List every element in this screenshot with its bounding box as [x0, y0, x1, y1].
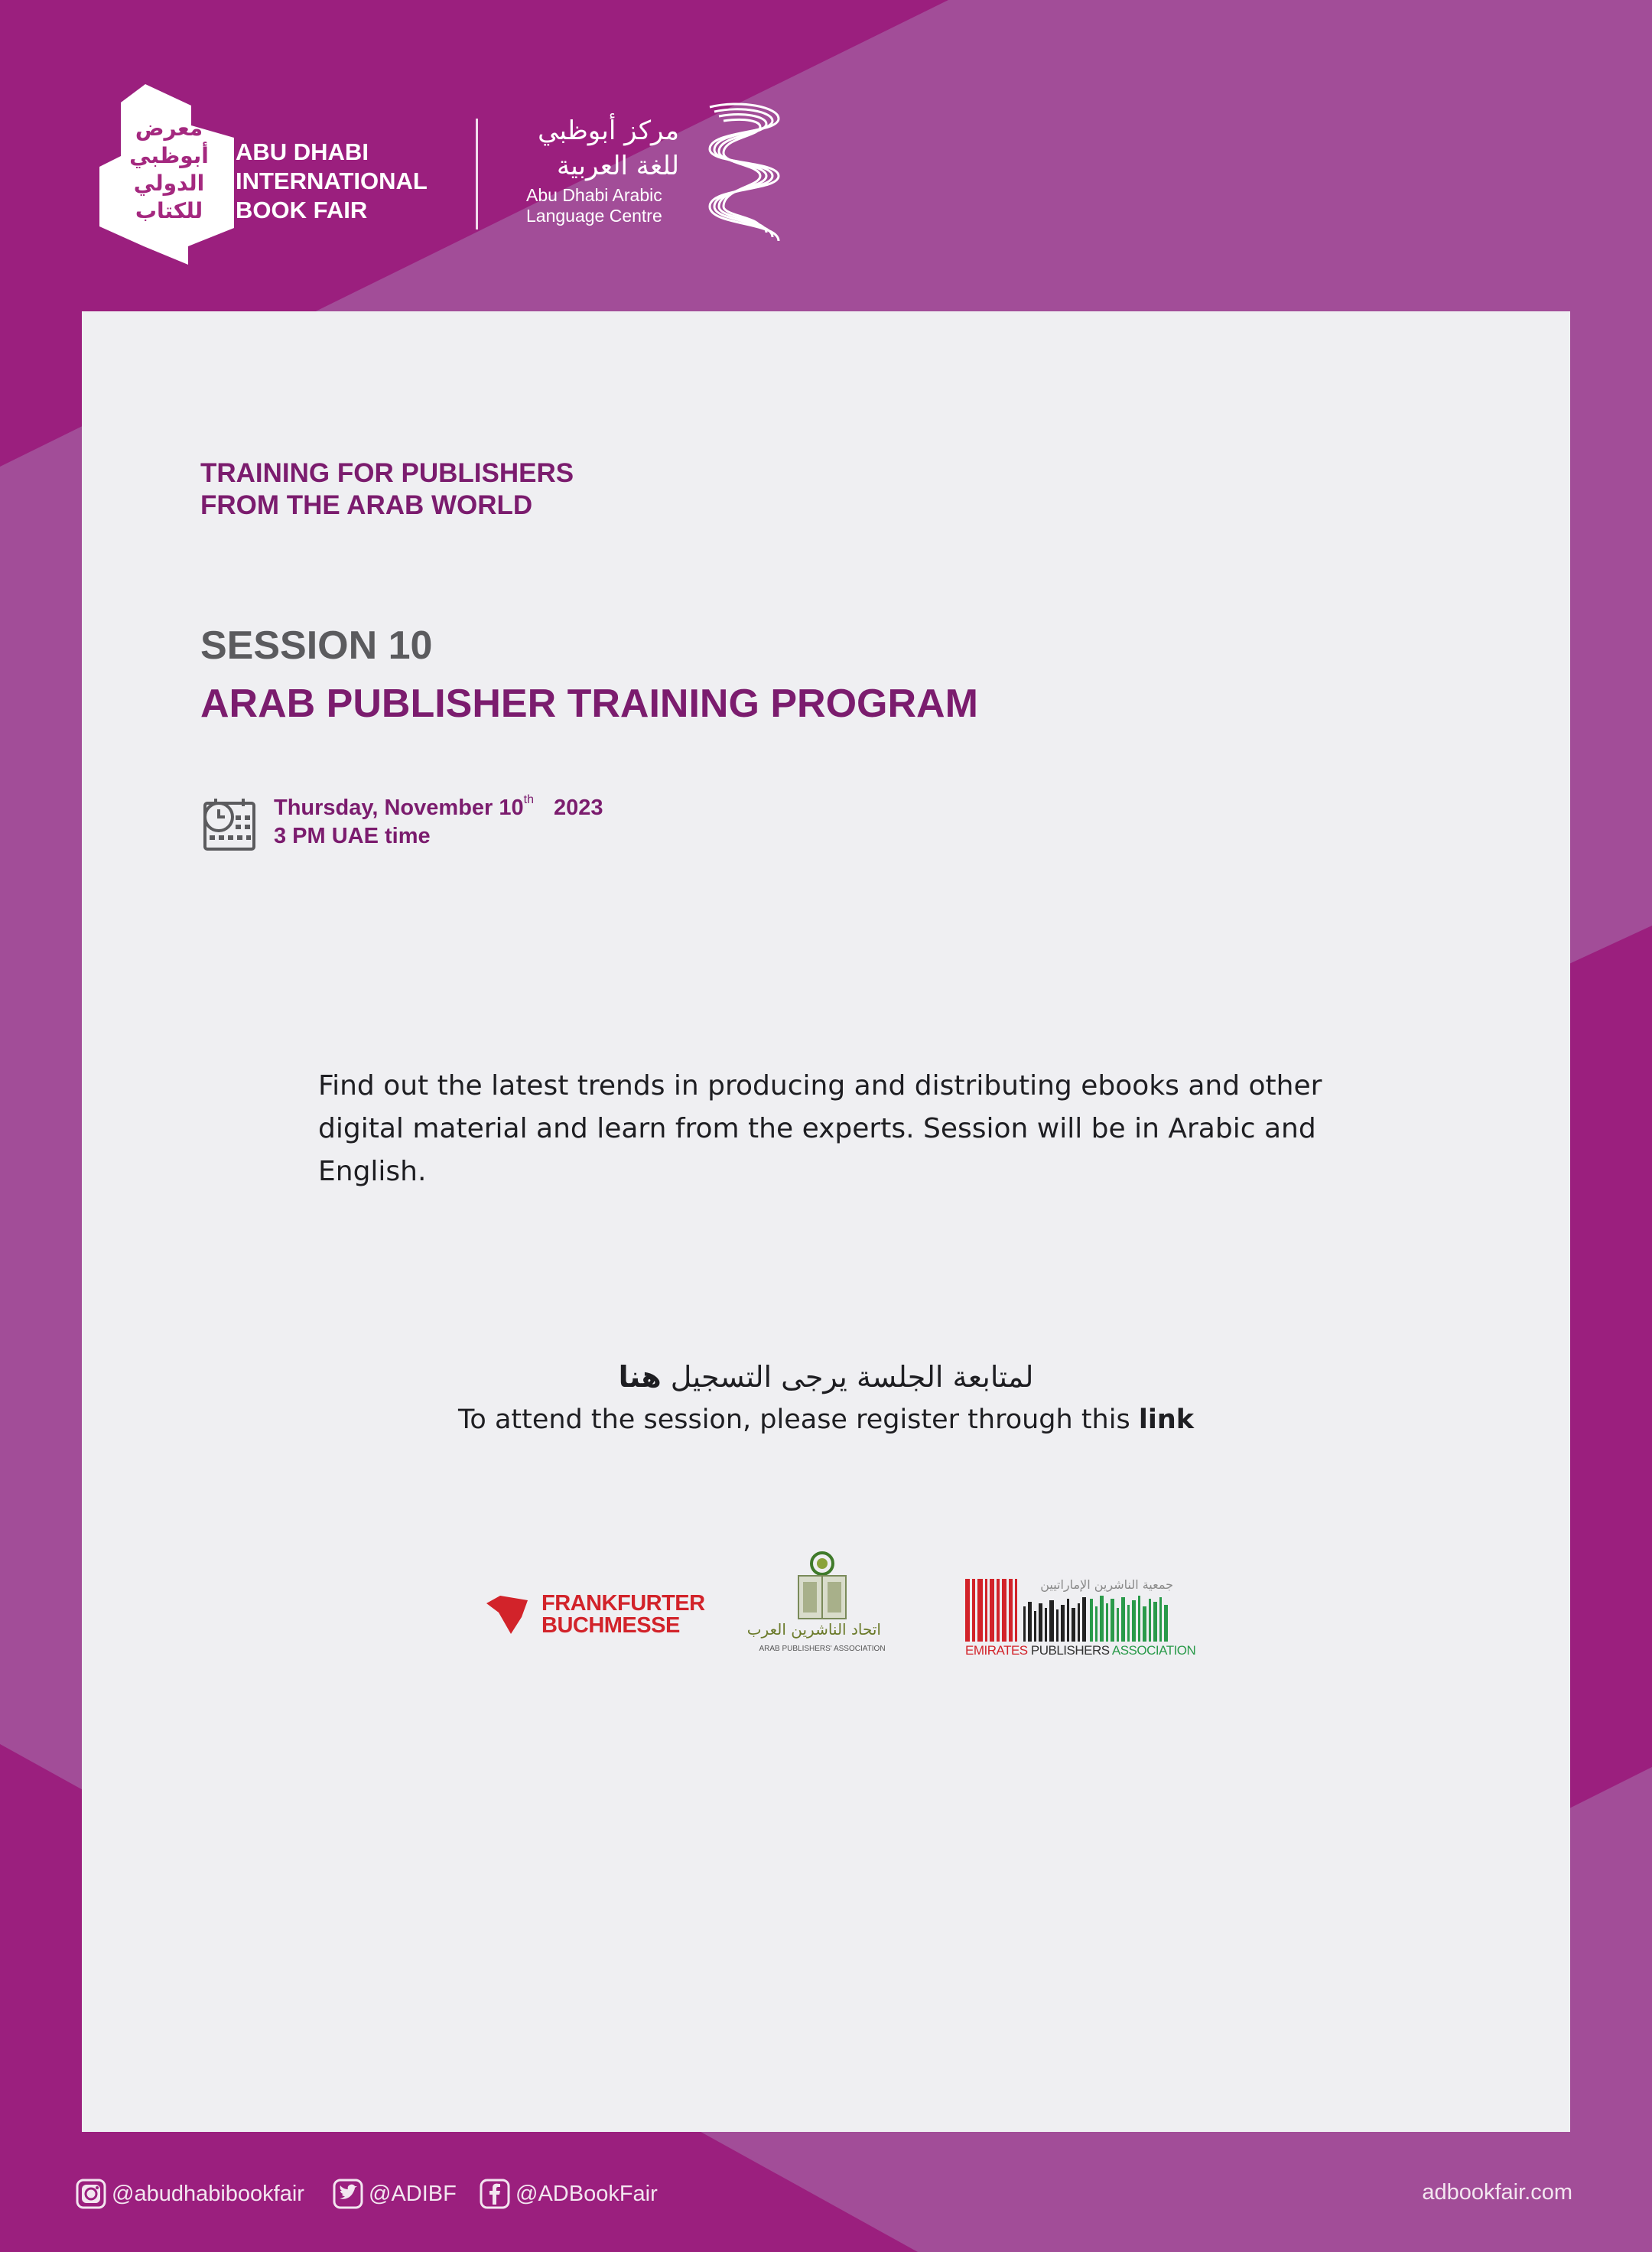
program-title: ARAB PUBLISHER TRAINING PROGRAM [200, 682, 978, 726]
emirates-publishers-association-arabic: جمعية الناشرين الإماراتيين [1040, 1577, 1173, 1592]
arab-publishers-association-name: ARAB PUBLISHERS' ASSOCIATION [759, 1645, 886, 1653]
facebook-icon [479, 2178, 511, 2210]
adibf-logo-arabic: معرض أبوظبي الدولي للكتاب [129, 116, 209, 223]
event-time: 3 PM UAE time [274, 824, 431, 848]
adalc-logo-arabic: مركز أبوظبي للغة العربية [538, 116, 679, 181]
footer-twitter[interactable] [332, 2177, 457, 2211]
footer-facebook[interactable] [479, 2177, 658, 2211]
footer-instagram[interactable] [75, 2177, 304, 2211]
website-link[interactable]: adbookfair.com [1422, 2180, 1572, 2205]
frankfurter-buchmesse-logo-mark [483, 1593, 531, 1637]
registration-text-arabic: لمتابعة الجلسة يرجى التسجيل هنا [618, 1360, 1034, 1394]
header [0, 0, 1652, 306]
registration-link-arabic[interactable]: هنا [618, 1360, 662, 1394]
session-description: Find out the latest trends in producing and distributing ebooks and other digital material and learn from the experts. Session will be in Arabic and English. [318, 1070, 1322, 1187]
arab-publishers-association-emblem [746, 1550, 881, 1657]
adalc-ribbon-icon [694, 99, 786, 252]
header-divider [476, 119, 478, 229]
instagram-icon [75, 2178, 107, 2210]
instagram-handle[interactable]: @abudhabibookfair [112, 2181, 304, 2206]
event-date: Thursday, November 10th 2023 [274, 793, 603, 820]
emirates-publishers-association-name: EMIRATES PUBLISHERS ASSOCIATION [965, 1643, 1196, 1658]
registration-link[interactable]: link [1138, 1404, 1195, 1435]
eyebrow-heading: TRAINING FOR PUBLISHERS FROM THE ARAB WORLD [200, 458, 574, 520]
frankfurter-buchmesse-logo: FRANKFURTER BUCHMESSE [541, 1591, 705, 1638]
arab-publishers-association-arabic: اتحاد الناشرين العرب [746, 1620, 881, 1639]
adibf-logo-wordmark: ABU DHABI INTERNATIONAL BOOK FAIR [236, 138, 428, 223]
twitter-handle[interactable]: @ADIBF [369, 2181, 457, 2206]
calendar-clock-icon [200, 796, 259, 854]
facebook-handle[interactable]: @ADBookFair [515, 2181, 658, 2206]
adalc-logo-wordmark: Abu Dhabi Arabic Language Centre [526, 185, 662, 226]
content-card [82, 311, 1570, 2132]
session-number: SESSION 10 [200, 623, 433, 668]
twitter-icon [332, 2178, 364, 2210]
registration-text: To attend the session, please register through this link [457, 1404, 1195, 1435]
